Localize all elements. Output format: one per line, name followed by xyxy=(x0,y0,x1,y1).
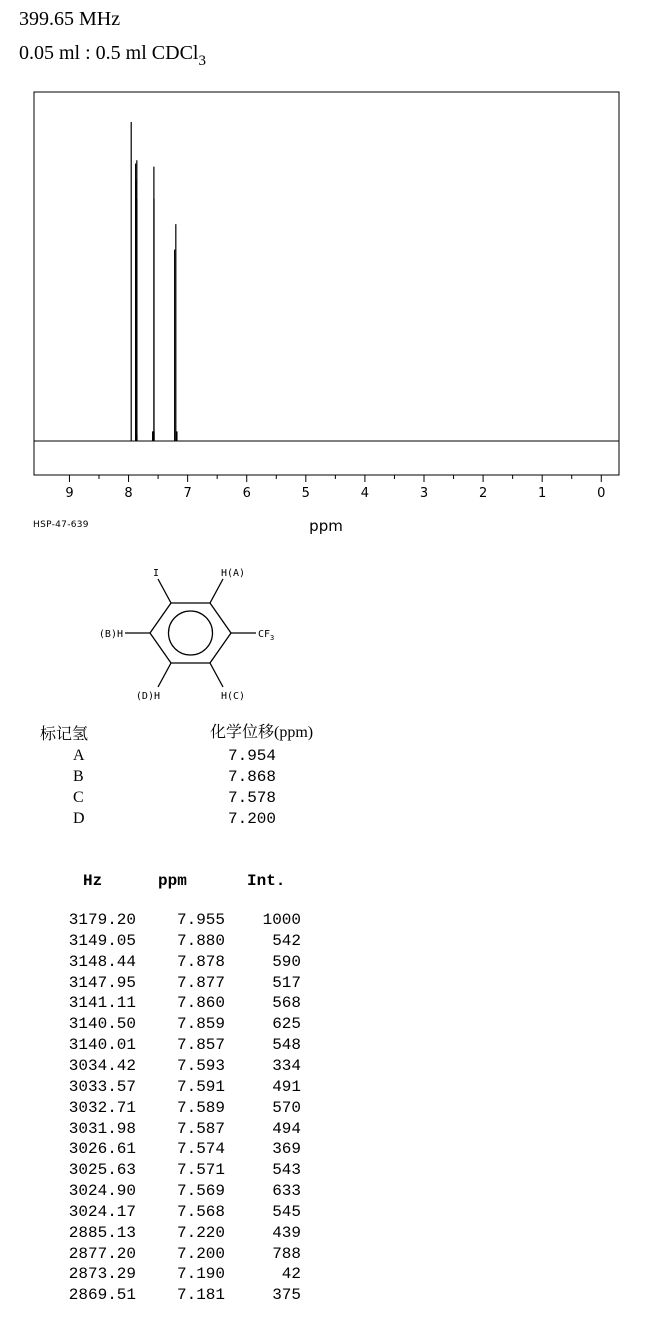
peak-intensity: 42 xyxy=(281,1265,301,1284)
peak-ppm: 7.571 xyxy=(176,1161,225,1180)
assignment-header-label: 标记氢 xyxy=(40,726,89,743)
peak-header-hz: Hz xyxy=(83,872,103,890)
x-tick-label: 4 xyxy=(360,486,370,501)
cf3-subscript: 3 xyxy=(270,634,275,642)
peak-intensity: 369 xyxy=(272,1140,301,1159)
assignment-shift: 7.954 xyxy=(228,747,277,765)
peak-intensity: 439 xyxy=(272,1223,301,1242)
assignment-shift: 7.868 xyxy=(228,768,277,786)
assignment-shift: 7.200 xyxy=(228,810,277,828)
peak-hz: 3033.57 xyxy=(68,1077,136,1096)
peak-intensity: 633 xyxy=(272,1182,301,1201)
spectrum-code: HSP-47-639 xyxy=(33,520,89,530)
peak-header-int: Int. xyxy=(247,872,286,890)
x-axis-ticks xyxy=(65,475,605,501)
peak-ppm: 7.857 xyxy=(176,1036,225,1055)
peak-ppm: 7.200 xyxy=(176,1244,225,1263)
x-tick-label: 5 xyxy=(301,486,310,501)
x-tick-label: 9 xyxy=(65,486,74,501)
peak-intensity: 491 xyxy=(272,1077,301,1096)
assignment-shift: 7.578 xyxy=(228,789,277,807)
peak-hz: 3140.01 xyxy=(68,1036,136,1055)
peak-hz: 3034.42 xyxy=(68,1056,136,1075)
peak-intensity: 548 xyxy=(272,1036,301,1055)
peak-intensity: 545 xyxy=(272,1202,301,1221)
peak-intensity: 568 xyxy=(272,994,301,1013)
sample-solvent xyxy=(19,42,206,70)
assignment-header-shift: 化学位移(ppm) xyxy=(210,724,314,741)
peak-ppm: 7.574 xyxy=(176,1140,225,1159)
atom-ha: H(A) xyxy=(221,568,246,579)
peak-ppm: 7.568 xyxy=(176,1202,225,1221)
aromatic-circle xyxy=(169,611,213,655)
molecule-structure xyxy=(80,560,310,710)
x-tick-label: 3 xyxy=(419,486,429,501)
solvent-text: 0.05 ml : 0.5 ml CDCl xyxy=(19,42,199,64)
bond-iodine xyxy=(158,579,171,603)
peak-ppm: 7.220 xyxy=(176,1223,225,1242)
x-tick-label: 6 xyxy=(242,486,251,501)
peak-hz: 3141.11 xyxy=(68,994,136,1013)
peak-intensity: 570 xyxy=(272,1098,301,1117)
peak-intensity: 590 xyxy=(272,952,301,971)
peak-intensity: 543 xyxy=(272,1161,301,1180)
peak-hz: 2873.29 xyxy=(68,1265,136,1284)
peak-hz: 3140.50 xyxy=(68,1015,136,1034)
peak-hz: 2885.13 xyxy=(68,1223,136,1242)
bond-hc xyxy=(210,663,223,687)
peak-hz: 3149.05 xyxy=(68,931,136,950)
peak-header-ppm: ppm xyxy=(158,872,187,890)
peak-intensity: 517 xyxy=(272,973,301,992)
peak-intensity: 788 xyxy=(272,1244,301,1263)
peak-ppm: 7.878 xyxy=(176,952,225,971)
spectrometer-frequency: 399.65 MHz xyxy=(19,8,121,30)
peak-hz: 3024.90 xyxy=(68,1182,136,1201)
atom-iodine: I xyxy=(152,568,160,579)
benzene-ring xyxy=(150,603,231,663)
solvent-subscript: 3 xyxy=(198,53,206,69)
peak-ppm: 7.593 xyxy=(176,1056,225,1075)
peak-hz: 3032.71 xyxy=(68,1098,136,1117)
x-tick-label: 1 xyxy=(538,486,547,501)
peak-hz: 3024.17 xyxy=(68,1202,136,1221)
peak-hz: 2877.20 xyxy=(68,1244,136,1263)
peak-ppm: 7.181 xyxy=(176,1286,225,1305)
plot-frame xyxy=(34,92,619,475)
peak-intensity: 625 xyxy=(272,1015,301,1034)
x-tick-label: 2 xyxy=(478,486,488,501)
peak-ppm: 7.569 xyxy=(176,1182,225,1201)
x-axis-label: ppm xyxy=(309,517,343,535)
peak-intensity: 494 xyxy=(272,1119,301,1138)
assignment-label: A xyxy=(73,747,85,764)
peak-hz: 3031.98 xyxy=(68,1119,136,1138)
peak-intensity: 334 xyxy=(272,1056,301,1075)
peak-ppm: 7.589 xyxy=(176,1098,225,1117)
peak-hz: 3147.95 xyxy=(68,973,136,992)
atom-hb: (B)H xyxy=(98,629,123,640)
atom-hc: H(C) xyxy=(221,691,246,702)
cf3-main: CF xyxy=(258,629,271,640)
assignment-label: C xyxy=(73,789,84,806)
peak-hz: 3026.61 xyxy=(68,1140,136,1159)
peak-intensity: 375 xyxy=(272,1286,301,1305)
bond-ha xyxy=(210,579,223,603)
peak-hz: 3025.63 xyxy=(68,1161,136,1180)
assignment-label: D xyxy=(73,810,85,827)
peak-intensity: 1000 xyxy=(262,911,301,929)
peak-hz: 3179.20 xyxy=(68,911,136,929)
peak-ppm: 7.955 xyxy=(176,911,225,929)
peak-ppm: 7.859 xyxy=(176,1015,225,1034)
nmr-spectrum-chart xyxy=(0,85,652,545)
peak-lines xyxy=(131,122,177,441)
peak-ppm: 7.860 xyxy=(176,994,225,1013)
x-tick-label: 8 xyxy=(124,486,133,501)
peak-ppm: 7.880 xyxy=(176,931,225,950)
peak-ppm: 7.591 xyxy=(176,1077,225,1096)
peak-hz: 2869.51 xyxy=(68,1286,136,1305)
peak-ppm: 7.877 xyxy=(176,973,225,992)
bond-hd xyxy=(158,663,171,687)
peak-hz: 3148.44 xyxy=(68,952,136,971)
peak-ppm: 7.587 xyxy=(176,1119,225,1138)
atom-cf3 xyxy=(258,629,274,642)
peak-ppm: 7.190 xyxy=(176,1265,225,1284)
x-tick-label: 7 xyxy=(183,486,192,501)
assignment-label: B xyxy=(73,768,84,785)
x-tick-label: 0 xyxy=(597,486,606,501)
atom-hd: (D)H xyxy=(135,691,160,702)
peak-intensity: 542 xyxy=(272,931,301,950)
